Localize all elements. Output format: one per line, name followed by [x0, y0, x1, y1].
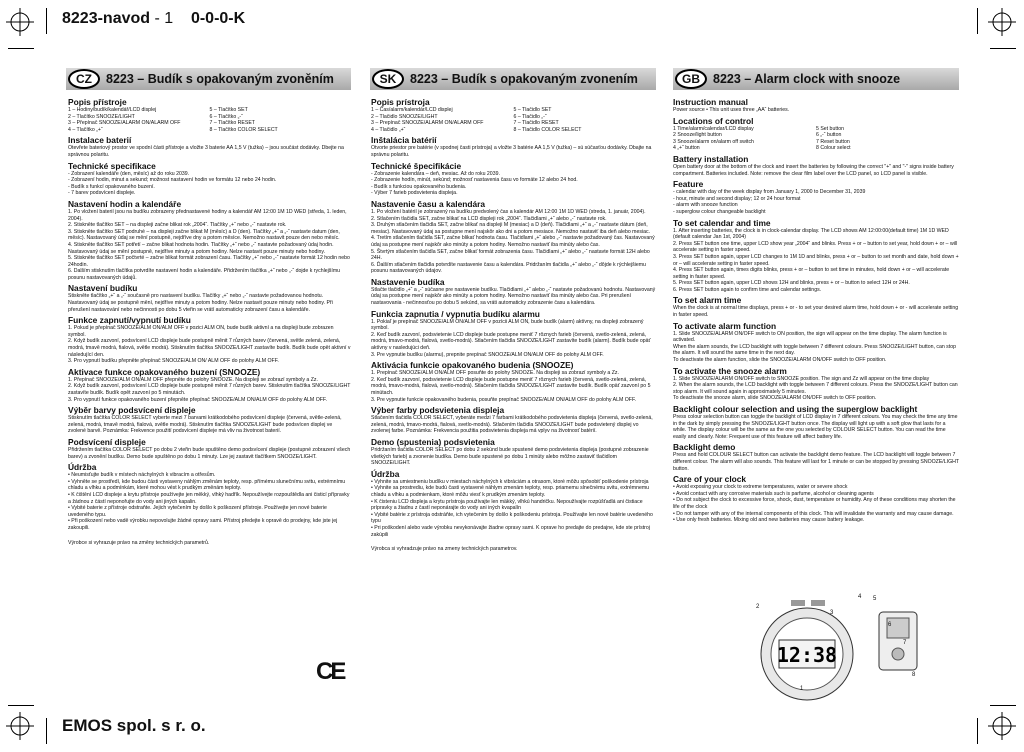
section-heading: To set alarm time	[673, 295, 742, 306]
step-item: 3. Stiskněte tlačítko SET podruhé – na displeji začne blikat M (měsíc) a D (den). Tlačítky „+“ a „-“ nastavte datum (den, měsíc). Nastavovaný údaj se mění postupně, nejdříve dny a potom měsíce. Nemožno nastavit pouze den nebo měsíc.	[68, 228, 340, 242]
sk-title: 8223 – Budík s opakovaným zvonením	[410, 72, 638, 86]
step-item: 3. Pro vypnutí budíku přepněte přepínač SNOOZE/ALM ON/ ALM OFF do polohy ALM OFF.	[68, 358, 279, 365]
section-heading: Podsvícení displeje	[68, 436, 146, 447]
part-item: 5 – Tlačítko SET	[209, 107, 248, 113]
step-item: 1. After inserting batteries, the clock is in clock-calendar display. The LCD shows AM 12:00:00(default time) 1M 1D WED (default calendar Jan 1st, 2004)	[673, 227, 949, 241]
section-text: Press and hold COLOUR SELECT button can activate the backlight demo feature. The LCD backlight will toggle between 7 different colour. The alarm will also sounds. This feature will last for 1 minute or can be stopped by pressing SNOOZE/LIGHT button.	[673, 452, 959, 472]
step-item: 4. Stiskněte tlačítko SET potřetí – začne blikat hodnota hodin. Tlačítky „+“ nebo „-“ nastavte požadovaný údaj hodin. Nastavovaný údaj se mění postupně, nejdříve minuty a potom hodiny. Nelze nastavit pouze minuty nebo hodiny.	[68, 241, 334, 255]
step-item: - calendar with day of the week display from January 1, 2000 to December 31, 2039	[673, 189, 866, 196]
gb-column	[673, 95, 959, 595]
parts-list	[371, 107, 656, 133]
step-item: 3. Pre vypnutie funkcie opakovaného budenia, posuňte prepínač SNOOZE/ALM ON/ALM OFF do polohy ALM OFF.	[371, 396, 636, 403]
step-item: - Zobrazení kalendáře (den, měsíc) až do roku 2039.	[68, 170, 190, 177]
part-item: 6 „-“ button	[816, 132, 842, 139]
step-item: - superglow colour changeable backlight	[673, 208, 766, 215]
step-item: 6. Press SET button again to confirm time and calendar settings.	[673, 286, 822, 293]
registration-mark-bottom-right	[988, 712, 1016, 740]
section-text: Stisknutím tlačítka COLOR SELECT vyberte mezi 7 barvami krátkodobého podsvícení displeje (červená, světle-zelená, zelená, modrá, tmavě modrá, fialová, světle modrá). Stisknutím tlačítka SNOOZE/LIGHT bude podsvícen displej ve zvolené barvě. Poznámka: Frekvence použití podsvícení displeje má vliv na životnost baterií.	[68, 415, 342, 435]
figure-label: 8	[912, 672, 916, 678]
step-item: 1. Prepínač SNOOZE/ALM ON/ALM OFF posuňte do polohy SNOOZE. Na displeji sa zobrazí symboly a Zz.	[371, 370, 619, 377]
step-item: 1. Po vložení batérií je zobrazený na budíku predvolený čas a kalendár AM 12:00 1M 1D WED (streda, 1. január, 2004).	[371, 208, 646, 215]
step-item: 2. Stiskněte tlačítko SET – na displeji začne blikat rok „2004“. Tlačítky „+“ nebo „-“ nastavte rok.	[68, 222, 287, 229]
bullet-item: • K čištění LCD displeje a krytu přístroje používejte jen měkký, vlhký hadřík. Nepoužívejte rozpouštědla ani čisticí přípravky a žádnou z částí neponořujte do vody ani jiných kapalin.	[68, 492, 351, 505]
cz-column	[68, 95, 351, 655]
doc-revision: - 1	[150, 10, 174, 27]
section-heading: Popis přístroje	[68, 97, 127, 107]
bullet-item: • Vybité baterie z přístroje odstraňte. Jejich vytečením by došlo k poškození přístroje. Používejte jen nové baterie uvedeného typu.	[68, 505, 351, 518]
steps-list	[673, 376, 959, 402]
bullet-item: • Avoid contact with any corrosive materials such is parfume, alcohol or cleaning agents	[673, 491, 959, 498]
step-item: 2. Když budík zazvoní, podsvícení LCD displeje bude postupně měnit 7 různých barev. Stisknutím tlačítka SNOOZE/LIGHT zastavíte budík. Budík opět zazvoní po 5 minutách.	[68, 383, 351, 396]
step-item: 4. Tretím stlačením tlačidla SET, začne blikať hodnota času. Tlačidlami „+“ alebo „-“ nastavte požadovaný čas. Nastavovaný údaj sa postupne mení najskôr ako minúty a potom hodiny. Nemožno nastaviť iba minúty alebo čas.	[371, 235, 655, 248]
company-footer: EMOS spol. s r. o.	[62, 716, 206, 735]
bullet-item: • Vyhněte se prostředí, kde budou části vystaveny náhlým změnám teploty, resp. přímému slunečnímu svitu, extrémnímu chladu a vlhku a podmínkám, které mohou vést k prudkým změnám teploty.	[68, 479, 351, 492]
figure-label: 1	[800, 686, 804, 692]
section-heading: Aktivace funkce opakovaného buzení (SNOOZE)	[68, 366, 261, 377]
step-item: 2. Keď budík zazvoní, podsvietenie LCD displeje bude postupne meniť 7 rôznych farieb (červená, svetlo-zelená, zelená, modrá, tmavo-modrá, fialová, svetlo-modrá). Stlačením tlačidla SNOOZE/LIGHT zastavíte budík. Budík opäť zazvoní po 5 minútach.	[371, 376, 651, 396]
section-heading: Inštalácia batérií	[371, 135, 437, 146]
section-text: Stlačením tlačidla COLOR SELECT, vyberáte medzi 7 farbami krátkodobého podsvietenia displeja (červená, svetlo-zelená, zelená, modrá, tmavo-modrá, fialová, svetlo-modrá). Stlačením tlačidla SNOOZE/LIGHT bude podsvietený displej vo zvolenej farbe. Poznámka: Frekvencia použitia podsvietenia displeja má vplyv na životnosť batérií.	[371, 415, 653, 435]
section-heading: Backlight colour selection and using the superglow backlight	[673, 404, 918, 414]
steps-list	[673, 189, 959, 215]
figure-label: 4	[858, 594, 862, 600]
step-item: - hour, minute and second display; 12 or 24 hour format	[673, 195, 801, 202]
section-heading: Backlight demo	[673, 442, 736, 453]
clock-back-illustration	[873, 608, 923, 674]
bullet-item: • Avoid exposing your clock to extreme temperatures, water or severe shock	[673, 484, 959, 491]
part-item: 5 – Tlačidlo SET	[513, 107, 552, 113]
step-item: 5. Stiskněte tlačítko SET počtvrté – začne blikat formát zobrazení času. Tlačítky „+“ nebo „-“ nastavte formát 12 hodin nebo 24hodin.	[68, 255, 350, 268]
part-item: 6 – Tlačidlo „-“	[513, 113, 547, 120]
section-heading: Popis prístroja	[371, 97, 430, 107]
bullet-item: • Neumisťujte budík v místech náchylných k vibracím a otřesům.	[68, 472, 351, 479]
figure-label: 6	[888, 622, 892, 628]
steps-list	[68, 377, 351, 403]
steps-list	[371, 209, 656, 275]
bullet-item: • Pri poškodení alebo vade výrobku nevykonávajte žiadne opravy sami. K oprave ho predajte do predajne, kde ste prístroj zakúpili	[371, 525, 656, 538]
step-item: 3. Pre vypnutie budíku (alarmu), prepnite prepínač SNOOZE/ALM ON/ALM OFF do polohy ALM OFF.	[371, 351, 604, 358]
section-heading: Nastavenie budíka	[371, 276, 445, 287]
section-heading: Demo (spustenia) podsvietenia	[371, 436, 495, 447]
part-item: 5 Set button	[816, 125, 844, 132]
section-text: Otevřete bateriový prostor ve spodní části přístroje a vložte 3 baterie AA 1,5 V (tužka) – jsou součást dodávky. Dbejte na správnou polaritu.	[68, 145, 344, 158]
part-item: 1 – Hodiny/budík/kalendář/LCD displej	[68, 107, 157, 113]
section-heading: To activate the snooze alarm	[673, 365, 787, 376]
bullet-item: • Vybité batérie z prístroja odstráňte, ich vytečenim by došlo k poškodeniu prístroja. Používajte len nové batérie uvedeného typu	[371, 512, 656, 525]
steps-list	[673, 331, 959, 364]
step-item: - Zobrazení hodin, minut a sekund; možnost nastavení hodin ve formátu 12 nebo 24 hodin.	[68, 177, 277, 184]
section-text: Open battery door at the bottom of the clock and insert the batteries by following the correct "+" and "-" signs inside battery compartment. Batteries included. Note: remove the clear film label over the LCD panel, so LCD panel is visible.	[673, 163, 954, 177]
section-heading: Feature	[673, 179, 704, 190]
section-heading: Technické specifikace	[68, 160, 156, 171]
bullet-item: • Při poškození nebo vadě výrobku nepovolujte žádné opravy sami. Přístroj předejte k opravě do prodejny, kde jste jej zakoupili.	[68, 518, 351, 531]
doc-sheet: 0-0-0-K	[190, 10, 246, 27]
crop-mark	[46, 8, 47, 34]
section-text: Power source • This unit uses three „AA“ batteries.	[673, 107, 790, 113]
part-item: 2 – Tlačidlo SNOOZE/LIGHT	[371, 113, 438, 120]
part-item: 4 – Tlačítko „+“	[68, 126, 103, 133]
step-item: - alarm with snooze function	[673, 202, 738, 209]
step-item: 6. Ďalším stlačením tlačidla potvrdíte nastavenie času a kalendára. Pridržaním tlačidla „+“ alebo „-“ dôjde k rýchlejšiemu posunu nastavovaných údajov.	[371, 261, 646, 275]
section-heading: Funkcia zapnutia / vypnutia budíku alarmu	[371, 308, 540, 319]
section-text: Press colour selection button can toggle the backlight of LCD display in 7 different colours. You may check the time any time in the dark by simply pressing the SNOOZE/LIGHT button once. The display will light up with a soft glow that lasts for a while. The display colour will be the same as the one you selected by COLOUR SELECT button. You can read the time easily and clearly. Note: Frequent use of this feature will affect battery life.	[673, 414, 958, 440]
bullet-item: • K čisteniu LCD displeja a krytu prístroja používajte len mäkký, vlhkú handričku. Nepoužívajte rozpúšťadlá ani čistiace prípravky a žiadnu z častí neponárajte do vody ani iných kvapalín	[371, 499, 656, 512]
figure-label: 3	[830, 610, 834, 616]
step-item: 1. Pokud je přepínač SNOOZE/ALM ON/ALM OFF v pozici ALM ON, bude budík aktivní a na displeji bude zobrazen symbol.	[68, 325, 334, 338]
part-item: 6 – Tlačítko „-“	[209, 113, 243, 120]
bullet-list	[68, 472, 351, 531]
bullet-item: • Do not tamper with any of the internal components of this clock. This will invalidate the warranty and may cause damage.	[673, 511, 959, 518]
crop-mark	[8, 705, 34, 706]
step-item: To deactivate the alarm function, slide the SNOOZE/ALARM ON/OFF switch to OFF position.	[673, 357, 887, 364]
steps-list	[371, 370, 656, 403]
sk-column	[371, 95, 656, 675]
step-item: - Výber 7 farieb podsvietenia displeja.	[371, 190, 458, 197]
step-item: 1. Přepínač SNOOZE/ALM ON/ALM OFF přepněte do polohy SNOOZE. Na displeji se zobrazí symboly a Zz.	[68, 376, 318, 383]
step-item: 2. When the alarm sounds, the LCD backlight with toggle between 7 different colours. Press the SNOOZE/LIGHT button can stop alarm. It will sound again in approximately 5 minutes.	[673, 382, 958, 395]
section-heading: Funkce zapnutí/vypnutí budíku	[68, 315, 191, 326]
figure-label: 2	[756, 604, 760, 610]
section-heading: Battery installation	[673, 153, 749, 164]
registration-mark-top-left	[6, 8, 34, 36]
section-heading: Instruction manual	[673, 97, 748, 107]
step-item: 1. Slide SNOOZE/ALARM ON/OFF switch to SNOOZE position. The sign and Zz will appear on the time display	[673, 375, 930, 382]
step-item: 1. Po vložení baterií jsou na budíku zobrazeny přednastavené hodiny a kalendář AM 12:00 1M 1D WED (středa, 1. leden, 2004).	[68, 208, 347, 222]
parts-list	[68, 107, 351, 133]
section-text: Stiskněte tlačítko „+“ a „-“ současně pro nastavení budíku. Tlačítky „+“ nebo „-“ nastavte požadovanou hodnotu. Nastavovaný údaj se postupně mění, nejdříve minuty a potom hodiny. Nelze nastavit pouze minuty nebo hodiny. Při přerušení nastavování nebo nečinnosti po dobu 5 vteřin se vrátí automaticky zobrazení času a kalendáře.	[68, 293, 333, 313]
step-item: - Budík s funkciou opakovaného budenia.	[371, 183, 467, 190]
registration-mark-top-right	[988, 8, 1016, 36]
ce-mark: CE	[316, 658, 344, 685]
step-item: 5. Štvrtým stlačením tlačidla SET, začne blikať formát zobrazenia času. Tlačidlami „+“ alebo „-“ nastavte formát 12H alebo 24H.	[371, 248, 650, 262]
registration-mark-bottom-left	[6, 712, 34, 740]
steps-list	[68, 325, 351, 365]
section-heading: Nastavení hodin a kalendáře	[68, 198, 182, 209]
part-item: 2 – Tlačítko SNOOZE/LIGHT	[68, 113, 135, 120]
section-text: Stlačte tlačidlo „+“ a „-“ súčasne pre nastavenie budíku. Tlačidlami „+“ alebo „-“ nastavte požadovanú hodnotu. Nastavovaný údaj sa postupne mení najskôr ako minúty a potom hodiny. Nemožno nastaviť iba minúty alebo čas. Pri prerušení nastavovania - nečinnosťou po dobu 5 sekúnd, sa vráti automaticky zobrazenie času a kalendára.	[371, 286, 656, 307]
cz-badge: CZ	[68, 69, 100, 89]
disclaimer: Výrobca si vyhradzuje právo na zmeny technických parametrov.	[371, 546, 518, 553]
section-heading: Nastavení budíku	[68, 283, 138, 294]
bullet-item: • Do not subject the clock to excessive force, shock, dust, temperature or humidity. Any of these conditions may shorten the life of the clock	[673, 497, 959, 510]
step-item: 1. Slide SNOOZE/ALARM ON/OFF switch to ON position, the sign will appear on the time display. The alarm function is activated.	[673, 330, 947, 344]
figure-label: 5	[873, 596, 877, 602]
section-heading: To set calendar and time	[673, 217, 771, 228]
step-item: - Zobrazenie kalendára – deň, mesiac. Až do roku 2039.	[371, 170, 500, 177]
step-item: 3. Druhým stlačením tlačidla SET, začne blikať na displeji M (mesiac) a D (deň). Tlačidlami „+“ a „-“ nastavte dátum (deň, mesiac). Nastavovaný údaj sa postupne mení najskôr ako dni a potom mesiace. Nemožno nastaviť iba deň alebo mesiac.	[371, 222, 651, 235]
part-item: 8 – Tlačítko COLOR SELECT	[209, 126, 278, 133]
part-item: 3 Snooze/alarm on/alarm off switch	[673, 138, 754, 145]
bullet-item: • Use only fresh batteries. Mixing old and new batteries may cause battery leakage.	[673, 517, 959, 524]
part-item: 8 Colour select	[816, 145, 851, 152]
crop-mark	[46, 718, 47, 744]
step-item: 3. Pro vypnutí funkce opakovaného buzení přepněte přepínač SNOOZE/ALM ON/ALM OFF do polohy ALM OFF.	[68, 396, 327, 403]
step-item: To deactivate the snooze alarm, slide SNOOZE/ALARM ON/OFF switch to OFF position.	[673, 395, 877, 402]
section-heading: Instalace baterií	[68, 135, 132, 146]
step-item: - Zobrazenie hodín, minút, sekúnd; možnosť nastavenia času vo formáte 12 alebo 24 hod.	[371, 177, 578, 184]
bullet-item: • Vyhnite sa umiestneniu budíku v miestach náchylných k vibráciám a otrasom, ktoré môžu spôsobiť poškodenie prístroja	[371, 479, 656, 486]
steps-list	[371, 319, 656, 359]
clock-display: 12:38	[776, 643, 838, 667]
step-item: 3. Press SET button again, upper LCD changes to 1M 1D and blinks, press + or – button to set month and date, hold down + or – will accelerate setting in faster speed.	[673, 253, 959, 267]
sk-title-bar	[370, 68, 656, 90]
crop-mark	[990, 705, 1016, 706]
section-text: When the clock is at normal time displays, press + or - to set your desired alarm time, hold down + or - will accelerate setting in faster speed.	[673, 305, 959, 319]
section-text: Otvorte priestor pre batérie (v spodnej časti prístroja) a vložte 3 batérie AA 1,5 V (tužka) – sú súčasťou dodávky. Dbajte na správnu polaritu.	[371, 145, 652, 158]
step-item: 2. Stlačením tlačidla SET, začne blikať na LCD displeji rok „2004“. Tlačidlami „+“ alebo „-“ nastavte rok.	[371, 215, 607, 222]
step-item: 4. Press SET button again, times digits blinks, press + or – button to set time in minutes, hold down + or – will accelerate setting in faster speed.	[673, 267, 950, 280]
step-item: - Budík s funkcí opakovaného buzení.	[68, 183, 155, 190]
section-heading: Locations of control	[673, 115, 754, 126]
part-item: 3 – Přepínač SNOOZE/ALARM ON/ALARM OFF	[68, 120, 181, 127]
sk-badge: SK	[372, 69, 404, 89]
steps-list	[371, 171, 656, 197]
step-item: 1. Pokiaľ je prepínač SNOOZE/ALM ON/ALM OFF v pozícii ALM ON, bude budík (alarm) aktívny, na displeji zobrazený symbol.	[371, 318, 644, 332]
steps-list	[68, 171, 351, 197]
gb-title: 8223 – Alarm clock with snooze	[713, 72, 901, 86]
gb-title-bar	[673, 68, 959, 90]
doc-code: 8223-navod	[62, 10, 151, 27]
crop-mark	[8, 48, 34, 49]
clock-front-illustration	[755, 598, 859, 706]
section-heading: Technické špecifikácie	[371, 160, 462, 171]
step-item: 6. Dalším stisknutím tlačítka potvrdíte nastavení hodin a kalendáře. Přidržením tlačítka „+“ nebo „-“ dojde k rychlejšímu posunu nastavovaných údajů.	[68, 268, 341, 281]
section-heading: To activate alarm function	[673, 320, 777, 331]
bullet-list	[673, 484, 959, 524]
part-item: 7 Reset button	[816, 138, 850, 145]
figure-label: 7	[903, 640, 907, 646]
step-item: 5. Press SET button again, upper LCD shows 12H and blinks, press + or – button to select 12H or 24H.	[673, 280, 910, 287]
section-heading: Údržba	[371, 468, 400, 479]
part-item: 4 – Tlačidlo „+“	[371, 126, 406, 133]
part-item: 7 – Tlačidlo RESET	[513, 120, 559, 127]
step-item: 2. Když budík zazvoní, podsvícení LCD displeje bude postupně měnit 7 různých barev (červená, světle zelená, zelená, modrá, tmavě modrá, fialová, světle modrá). Stisknutím tlačítka SNOOZE/LIGHT zastavíte budík. Budík bude opět aktivní v následující den.	[68, 338, 351, 358]
cz-title: 8223 – Budík s opakovaným zvoněním	[106, 72, 334, 86]
disclaimer: Výrobce si vyhrazuje právo na změny technických parametrů.	[68, 539, 210, 546]
part-item: 7 – Tlačítko RESET	[209, 120, 255, 127]
cz-title-bar	[66, 68, 351, 90]
crop-mark	[977, 718, 978, 744]
part-item: 2 Snooze/light button	[673, 132, 722, 139]
step-item: - 7 barev podsvícení displeje.	[68, 190, 136, 197]
section-text: Pridržaním tlačidla COLOR SELECT po dobu 2 sekúnd bude spustené demo podsvietenia displeja (postupné zobrazenie všetkých farieb) a zvonenie budíka. Demo bude spustené po dobu 1 minúty alebo môžno zastaviť tlačidlom SNOOZE/LIGHT.	[371, 446, 649, 467]
parts-list	[673, 126, 959, 152]
step-item: When the alarm sounds, the LCD backlight with toggle between 7 different colours. Press SNOOZE/LIGHT button, can stop the alarm. It will sound the same time in the next day.	[673, 343, 956, 357]
part-item: 8 – Tlačidlo COLOR SELECT	[513, 126, 582, 133]
section-heading: Výber farby podsvietenia displeja	[371, 405, 505, 416]
part-item: 4 „+“ button	[673, 145, 700, 152]
bullet-item: • Vyhnite sa prostrediu, kde budú časti vystavené náhlym zmenám teploty, resp. priamemu slnečnému svitu, extrémnemu chladu a vlhku a podmienkam, ktoré môžu viesť k prudkým zmenám teploty.	[371, 485, 656, 498]
section-heading: Výběr barvy podsvícení displeje	[68, 405, 196, 416]
gb-badge: GB	[675, 69, 707, 89]
section-heading: Nastavenie času a kalendára	[371, 198, 486, 209]
part-item: 1 Time/alarm/calendar/LCD display	[673, 125, 754, 132]
crop-mark	[990, 48, 1016, 49]
section-text: Přidržením tlačítka COLOR SELECT po dobu 2 vteřin bude spuštěno demo podsvícení displeje (postupné zobrazení všech barev) a zvonění budíku. Demo bude spuštěno po dobu 1 minuty. Lze jej zastavit tlačítkem SNOOZE/LIGHT.	[68, 446, 351, 460]
section-heading: Údržba	[68, 462, 97, 473]
part-item: 3 – Prepínač SNOOZE/ALARM ON/ALARM OFF	[371, 120, 484, 127]
section-heading: Aktivácia funkcie opakovaného budenia (SNOOZE)	[371, 360, 574, 371]
section-heading: Care of your clock	[673, 474, 747, 485]
step-item: 2. Press SET button one time, upper LCD show year „2004“ and blinks. Press + or – button to set year, hold down + or – will accelerate setting in faster speed.	[673, 240, 958, 254]
steps-list	[68, 209, 351, 282]
steps-list	[673, 228, 959, 294]
crop-mark	[977, 8, 978, 34]
document-header	[62, 10, 245, 28]
bullet-list	[371, 479, 656, 538]
step-item: 2. Keď budík zazvoní, podsvietenie LCD displeje bude postupne meniť 7 rôznych farieb (červená, svetlo-zelená, zelená, modrá, tmavo-modrá, fialová, svetlo-modrá). Stlačením tlačidla SNOOZE/LIGHT zastavíte budík (alarm). Budík bude opäť aktívny v nasledujúci deň.	[371, 331, 651, 352]
part-item: 1 – Čas/alarm/kalendár/LCD displej	[371, 107, 453, 113]
